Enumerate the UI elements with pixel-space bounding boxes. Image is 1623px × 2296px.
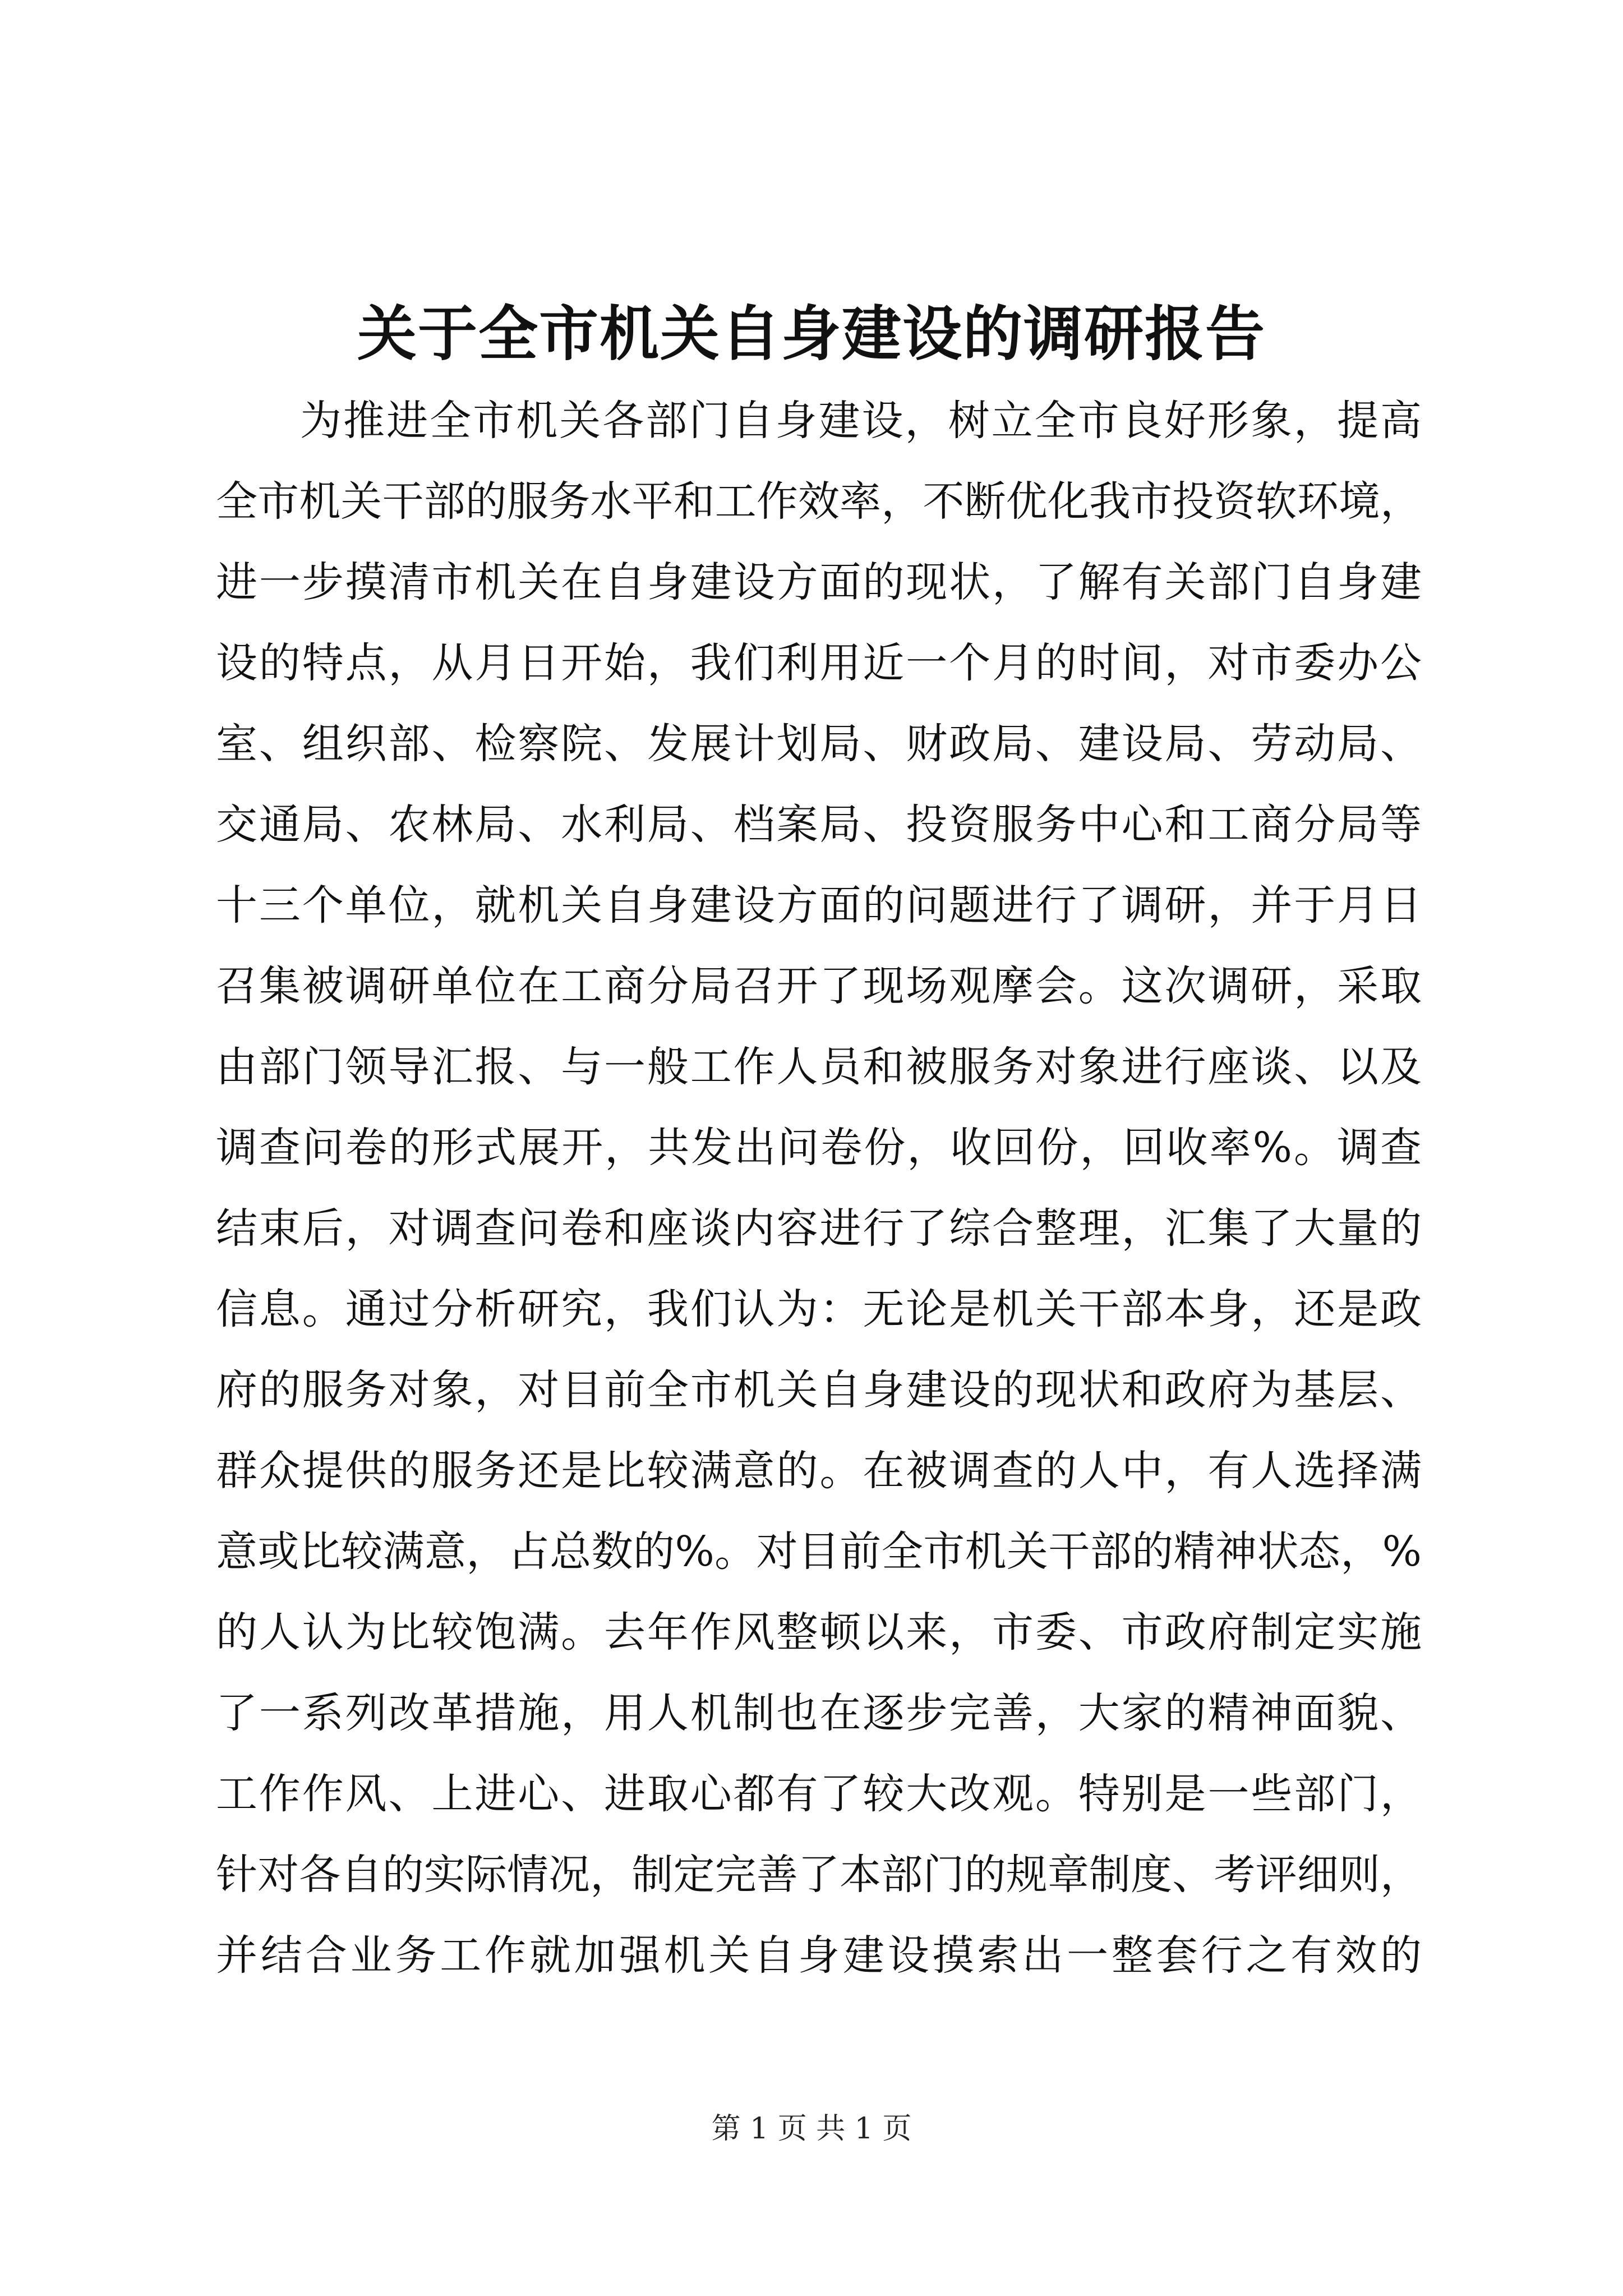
body-line: 召集被调研单位在工商分局召开了现场观摩会。这次调研，采取 [216,962,1422,1010]
body-line: 针对各自的实际情况，制定完善了本部门的规章制度、考评细则， [216,1851,1422,1899]
body-line: 为推进全市机关各部门自身建设，树立全市良好形象，提高 [300,397,1422,445]
body-line: 室、组织部、检察院、发展计划局、财政局、建设局、劳动局、 [216,720,1422,768]
body-line: 结束后，对调查问卷和座谈内容进行了综合整理，汇集了大量的 [216,1204,1422,1253]
body-line: 群众提供的服务还是比较满意的。在被调查的人中，有人选择满 [216,1447,1422,1495]
body-line: 调查问卷的形式展开，共发出问卷份，收回份，回收率%。调查 [216,1124,1422,1172]
body-line: 并结合业务工作就加强机关自身建设摸索出一整套行之有效的 [216,1931,1422,1980]
body-line: 的人认为比较饱满。去年作风整顿以来，市委、市政府制定实施 [216,1608,1422,1657]
body-paragraph [216,380,1422,1996]
body-line: 设的特点，从月日开始，我们利用近一个月的时间，对市委办公 [216,639,1422,687]
document-title: 关于全市机关自身建设的调研报告 [357,298,1266,369]
body-line: 全市机关干部的服务水平和工作效率，不断优化我市投资软环境， [216,477,1422,526]
body-line: 进一步摸清市机关在自身建设方面的现状，了解有关部门自身建 [216,558,1422,606]
body-line: 由部门领导汇报、与一般工作人员和被服务对象进行座谈、以及 [216,1043,1422,1091]
body-line: 了一系列改革措施，用人机制也在逐步完善，大家的精神面貌、 [216,1689,1422,1737]
body-line: 信息。通过分析研究，我们认为：无论是机关干部本身，还是政 [216,1285,1422,1333]
body-line: 工作作风、上进心、进取心都有了较大改观。特别是一些部门， [216,1770,1422,1818]
body-line: 交通局、农林局、水利局、档案局、投资服务中心和工商分局等 [216,800,1422,849]
body-line: 十三个单位，就机关自身建设方面的问题进行了调研，并于月日 [216,881,1422,930]
body-line: 府的服务对象，对目前全市机关自身建设的现状和政府为基层、 [216,1366,1422,1414]
body-line: 意或比较满意，占总数的%。对目前全市机关干部的精神状态，% [216,1527,1422,1576]
page-number-footer: 第 1 页 共 1 页 [711,2112,912,2146]
